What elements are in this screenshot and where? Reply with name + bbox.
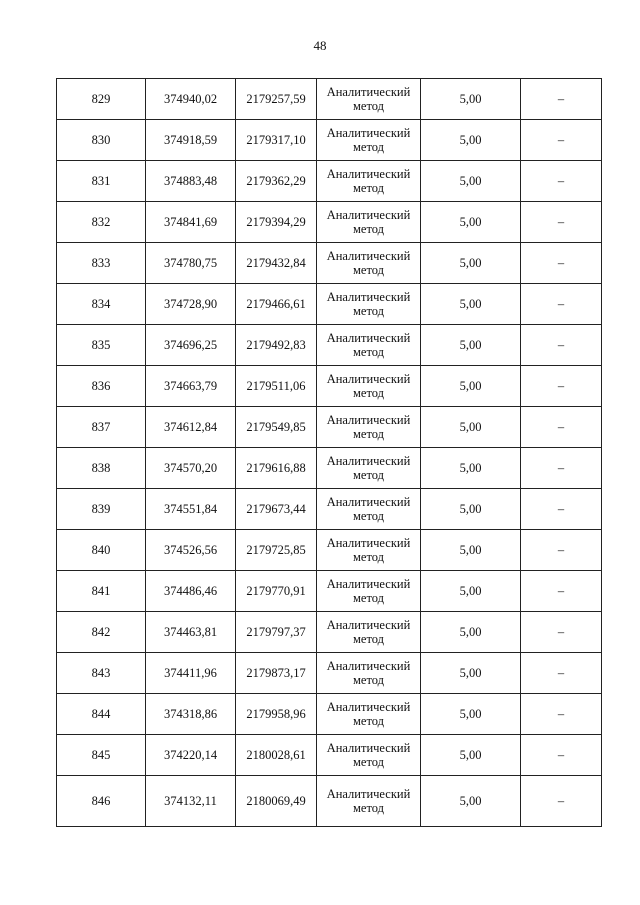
- method-line2-text: метод: [352, 755, 384, 769]
- accuracy-text: 5,00: [459, 92, 482, 106]
- accuracy-cell: [421, 776, 521, 827]
- id-text: 830: [91, 133, 111, 147]
- y-text: 2179549,85: [246, 420, 306, 434]
- note-cell: [521, 530, 602, 571]
- y-coordinate-cell: [236, 120, 317, 161]
- accuracy-cell: [421, 571, 521, 612]
- accuracy-cell: [421, 202, 521, 243]
- note-text: –: [557, 666, 565, 680]
- note-text: –: [557, 584, 565, 598]
- y-text: 2179958,96: [246, 707, 306, 721]
- method-line1-text: Аналитический: [326, 741, 411, 755]
- accuracy-text: 5,00: [459, 707, 482, 721]
- note-cell: [521, 489, 602, 530]
- method-line1-text: Аналитический: [326, 495, 411, 509]
- table-row: [57, 407, 602, 448]
- id-text: 834: [91, 297, 111, 311]
- accuracy-cell: [421, 489, 521, 530]
- accuracy-text: 5,00: [459, 256, 482, 270]
- method-line1-text: Аналитический: [326, 454, 411, 468]
- note-cell: [521, 571, 602, 612]
- point-number-cell: [57, 694, 146, 735]
- accuracy-cell: [421, 735, 521, 776]
- table-row: [57, 243, 602, 284]
- table-row: [57, 120, 602, 161]
- accuracy-text: 5,00: [459, 625, 482, 639]
- method-cell: [317, 735, 421, 776]
- accuracy-text: 5,00: [459, 502, 482, 516]
- x-text: 374940,02: [163, 92, 218, 106]
- method-line1-text: Аналитический: [326, 536, 411, 550]
- y-text: 2179616,88: [246, 461, 306, 475]
- method-line1-text: Аналитический: [326, 249, 411, 263]
- x-coordinate-cell: [146, 366, 236, 407]
- y-coordinate-cell: [236, 325, 317, 366]
- point-number-cell: [57, 776, 146, 827]
- point-number-cell: [57, 448, 146, 489]
- x-coordinate-cell: [146, 448, 236, 489]
- note-text: –: [557, 707, 565, 721]
- accuracy-text: 5,00: [459, 297, 482, 311]
- accuracy-cell: [421, 284, 521, 325]
- method-line1-text: Аналитический: [326, 372, 411, 386]
- y-coordinate-cell: [236, 243, 317, 284]
- table-row: [57, 735, 602, 776]
- point-number-cell: [57, 243, 146, 284]
- note-cell: [521, 407, 602, 448]
- note-text: –: [557, 794, 565, 808]
- y-coordinate-cell: [236, 776, 317, 827]
- accuracy-text: 5,00: [459, 748, 482, 762]
- id-text: 844: [91, 707, 111, 721]
- note-text: –: [557, 256, 565, 270]
- y-coordinate-cell: [236, 735, 317, 776]
- method-line2-text: метод: [352, 181, 384, 195]
- x-coordinate-cell: [146, 694, 236, 735]
- accuracy-text: 5,00: [459, 794, 482, 808]
- method-cell: [317, 407, 421, 448]
- accuracy-cell: [421, 612, 521, 653]
- note-text: –: [557, 625, 565, 639]
- accuracy-text: 5,00: [459, 543, 482, 557]
- table-row: [57, 202, 602, 243]
- note-cell: [521, 448, 602, 489]
- page-number: 48: [313, 38, 327, 53]
- point-number-cell: [57, 202, 146, 243]
- method-line2-text: метод: [352, 99, 384, 113]
- method-line1-text: Аналитический: [326, 167, 411, 181]
- y-text: 2179394,29: [246, 215, 306, 229]
- note-text: –: [557, 338, 565, 352]
- accuracy-cell: [421, 653, 521, 694]
- note-text: –: [557, 502, 565, 516]
- point-number-cell: [57, 120, 146, 161]
- accuracy-cell: [421, 161, 521, 202]
- y-text: 2179466,61: [246, 297, 306, 311]
- y-coordinate-cell: [236, 571, 317, 612]
- method-line2-text: метод: [352, 632, 384, 646]
- note-cell: [521, 612, 602, 653]
- id-text: 843: [91, 666, 111, 680]
- table-row: [57, 448, 602, 489]
- accuracy-cell: [421, 79, 521, 120]
- y-coordinate-cell: [236, 284, 317, 325]
- y-text: 2179492,83: [246, 338, 306, 352]
- point-number-cell: [57, 79, 146, 120]
- point-number-cell: [57, 653, 146, 694]
- method-line2-text: метод: [352, 222, 384, 236]
- id-text: 838: [91, 461, 111, 475]
- y-text: 2179873,17: [246, 666, 306, 680]
- accuracy-text: 5,00: [459, 420, 482, 434]
- y-text: 2180028,61: [246, 748, 306, 762]
- accuracy-cell: [421, 448, 521, 489]
- note-text: –: [557, 379, 565, 393]
- table-row: [57, 489, 602, 530]
- x-coordinate-cell: [146, 530, 236, 571]
- method-cell: [317, 325, 421, 366]
- method-line2-text: метод: [352, 140, 384, 154]
- note-text: –: [557, 92, 565, 106]
- point-number-cell: [57, 284, 146, 325]
- y-coordinate-cell: [236, 161, 317, 202]
- method-line2-text: метод: [352, 304, 384, 318]
- method-line1-text: Аналитический: [326, 577, 411, 591]
- y-coordinate-cell: [236, 448, 317, 489]
- y-coordinate-cell: [236, 694, 317, 735]
- note-cell: [521, 161, 602, 202]
- table-row: [57, 366, 602, 407]
- note-text: –: [557, 215, 565, 229]
- table-row: [57, 571, 602, 612]
- note-text: –: [557, 174, 565, 188]
- method-line1-text: Аналитический: [326, 413, 411, 427]
- x-text: 374132,11: [164, 794, 217, 808]
- method-line2-text: метод: [352, 714, 384, 728]
- method-line2-text: метод: [352, 468, 384, 482]
- method-line2-text: метод: [352, 673, 384, 687]
- accuracy-text: 5,00: [459, 133, 482, 147]
- method-line2-text: метод: [352, 427, 384, 441]
- x-text: 374486,46: [163, 584, 218, 598]
- y-text: 2179362,29: [246, 174, 306, 188]
- x-text: 374883,48: [163, 174, 218, 188]
- x-text: 374411,96: [164, 666, 217, 680]
- x-coordinate-cell: [146, 407, 236, 448]
- point-number-cell: [57, 530, 146, 571]
- y-text: 2180069,49: [246, 794, 306, 808]
- method-cell: [317, 448, 421, 489]
- note-cell: [521, 120, 602, 161]
- x-text: 374526,56: [163, 543, 218, 557]
- note-text: –: [557, 543, 565, 557]
- id-text: 835: [91, 338, 111, 352]
- accuracy-text: 5,00: [459, 174, 482, 188]
- point-number-cell: [57, 571, 146, 612]
- x-text: 374318,86: [163, 707, 218, 721]
- point-number-cell: [57, 489, 146, 530]
- x-coordinate-cell: [146, 284, 236, 325]
- y-text: 2179770,91: [246, 584, 306, 598]
- method-cell: [317, 366, 421, 407]
- id-text: 841: [91, 584, 111, 598]
- method-line1-text: Аналитический: [326, 126, 411, 140]
- accuracy-cell: [421, 325, 521, 366]
- table-row: [57, 694, 602, 735]
- y-coordinate-cell: [236, 366, 317, 407]
- note-text: –: [557, 420, 565, 434]
- method-line1-text: Аналитический: [326, 700, 411, 714]
- accuracy-text: 5,00: [459, 379, 482, 393]
- note-cell: [521, 284, 602, 325]
- method-cell: [317, 161, 421, 202]
- method-line2-text: метод: [352, 509, 384, 523]
- note-cell: [521, 735, 602, 776]
- x-text: 374918,59: [163, 133, 218, 147]
- x-coordinate-cell: [146, 79, 236, 120]
- method-line2-text: метод: [352, 801, 384, 815]
- table-row: [57, 325, 602, 366]
- note-cell: [521, 694, 602, 735]
- id-text: 829: [91, 92, 111, 106]
- y-text: 2179673,44: [246, 502, 306, 516]
- x-text: 374841,69: [163, 215, 218, 229]
- accuracy-cell: [421, 366, 521, 407]
- method-cell: [317, 571, 421, 612]
- x-coordinate-cell: [146, 161, 236, 202]
- method-line2-text: метод: [352, 345, 384, 359]
- x-text: 374728,90: [163, 297, 218, 311]
- x-text: 374463,81: [163, 625, 218, 639]
- coordinates-table: [56, 78, 602, 827]
- y-coordinate-cell: [236, 79, 317, 120]
- y-text: 2179511,06: [246, 379, 306, 393]
- method-line1-text: Аналитический: [326, 787, 411, 801]
- accuracy-cell: [421, 530, 521, 571]
- method-cell: [317, 694, 421, 735]
- note-cell: [521, 243, 602, 284]
- id-text: 831: [91, 174, 111, 188]
- y-coordinate-cell: [236, 612, 317, 653]
- accuracy-text: 5,00: [459, 584, 482, 598]
- point-number-cell: [57, 735, 146, 776]
- method-cell: [317, 489, 421, 530]
- x-coordinate-cell: [146, 735, 236, 776]
- method-line2-text: метод: [352, 386, 384, 400]
- table-row: [57, 284, 602, 325]
- note-cell: [521, 79, 602, 120]
- method-cell: [317, 284, 421, 325]
- x-coordinate-cell: [146, 202, 236, 243]
- method-line1-text: Аналитический: [326, 290, 411, 304]
- x-text: 374612,84: [163, 420, 218, 434]
- table-row: [57, 653, 602, 694]
- x-coordinate-cell: [146, 243, 236, 284]
- accuracy-cell: [421, 243, 521, 284]
- x-text: 374780,75: [163, 256, 218, 270]
- note-cell: [521, 366, 602, 407]
- note-cell: [521, 325, 602, 366]
- y-coordinate-cell: [236, 653, 317, 694]
- id-text: 842: [91, 625, 111, 639]
- accuracy-text: 5,00: [459, 215, 482, 229]
- y-text: 2179317,10: [246, 133, 306, 147]
- method-line1-text: Аналитический: [326, 208, 411, 222]
- method-cell: [317, 202, 421, 243]
- id-text: 836: [91, 379, 111, 393]
- note-text: –: [557, 461, 565, 475]
- point-number-cell: [57, 161, 146, 202]
- method-line2-text: метод: [352, 591, 384, 605]
- note-cell: [521, 653, 602, 694]
- method-cell: [317, 653, 421, 694]
- x-coordinate-cell: [146, 612, 236, 653]
- y-coordinate-cell: [236, 489, 317, 530]
- y-text: 2179797,37: [246, 625, 306, 639]
- accuracy-cell: [421, 694, 521, 735]
- note-cell: [521, 202, 602, 243]
- table-row: [57, 161, 602, 202]
- id-text: 833: [91, 256, 111, 270]
- note-cell: [521, 776, 602, 827]
- accuracy-text: 5,00: [459, 461, 482, 475]
- method-line2-text: метод: [352, 550, 384, 564]
- method-cell: [317, 776, 421, 827]
- table-body: [57, 79, 602, 827]
- method-line1-text: Аналитический: [326, 618, 411, 632]
- x-coordinate-cell: [146, 325, 236, 366]
- x-text: 374696,25: [163, 338, 218, 352]
- method-line1-text: Аналитический: [326, 85, 411, 99]
- table-row: [57, 530, 602, 571]
- y-coordinate-cell: [236, 202, 317, 243]
- point-number-cell: [57, 612, 146, 653]
- method-line1-text: Аналитический: [326, 331, 411, 345]
- table-row: [57, 776, 602, 827]
- note-text: –: [557, 748, 565, 762]
- id-text: 837: [91, 420, 111, 434]
- id-text: 846: [91, 794, 111, 808]
- point-number-cell: [57, 325, 146, 366]
- accuracy-text: 5,00: [459, 338, 482, 352]
- y-text: 2179725,85: [246, 543, 306, 557]
- x-text: 374570,20: [163, 461, 218, 475]
- x-coordinate-cell: [146, 653, 236, 694]
- accuracy-text: 5,00: [459, 666, 482, 680]
- id-text: 832: [91, 215, 111, 229]
- point-number-cell: [57, 366, 146, 407]
- point-number-cell: [57, 407, 146, 448]
- method-cell: [317, 243, 421, 284]
- y-text: 2179257,59: [246, 92, 306, 106]
- x-coordinate-cell: [146, 571, 236, 612]
- id-text: 840: [91, 543, 111, 557]
- table-row: [57, 79, 602, 120]
- table-row: [57, 612, 602, 653]
- accuracy-cell: [421, 407, 521, 448]
- note-text: –: [557, 133, 565, 147]
- x-coordinate-cell: [146, 120, 236, 161]
- method-cell: [317, 612, 421, 653]
- y-coordinate-cell: [236, 407, 317, 448]
- method-cell: [317, 79, 421, 120]
- method-cell: [317, 120, 421, 161]
- id-text: 839: [91, 502, 111, 516]
- x-coordinate-cell: [146, 776, 236, 827]
- method-cell: [317, 530, 421, 571]
- y-text: 2179432,84: [246, 256, 306, 270]
- method-line1-text: Аналитический: [326, 659, 411, 673]
- y-coordinate-cell: [236, 530, 317, 571]
- id-text: 845: [91, 748, 111, 762]
- x-text: 374220,14: [163, 748, 218, 762]
- x-text: 374551,84: [163, 502, 218, 516]
- method-line2-text: метод: [352, 263, 384, 277]
- x-coordinate-cell: [146, 489, 236, 530]
- x-text: 374663,79: [163, 379, 218, 393]
- accuracy-cell: [421, 120, 521, 161]
- note-text: –: [557, 297, 565, 311]
